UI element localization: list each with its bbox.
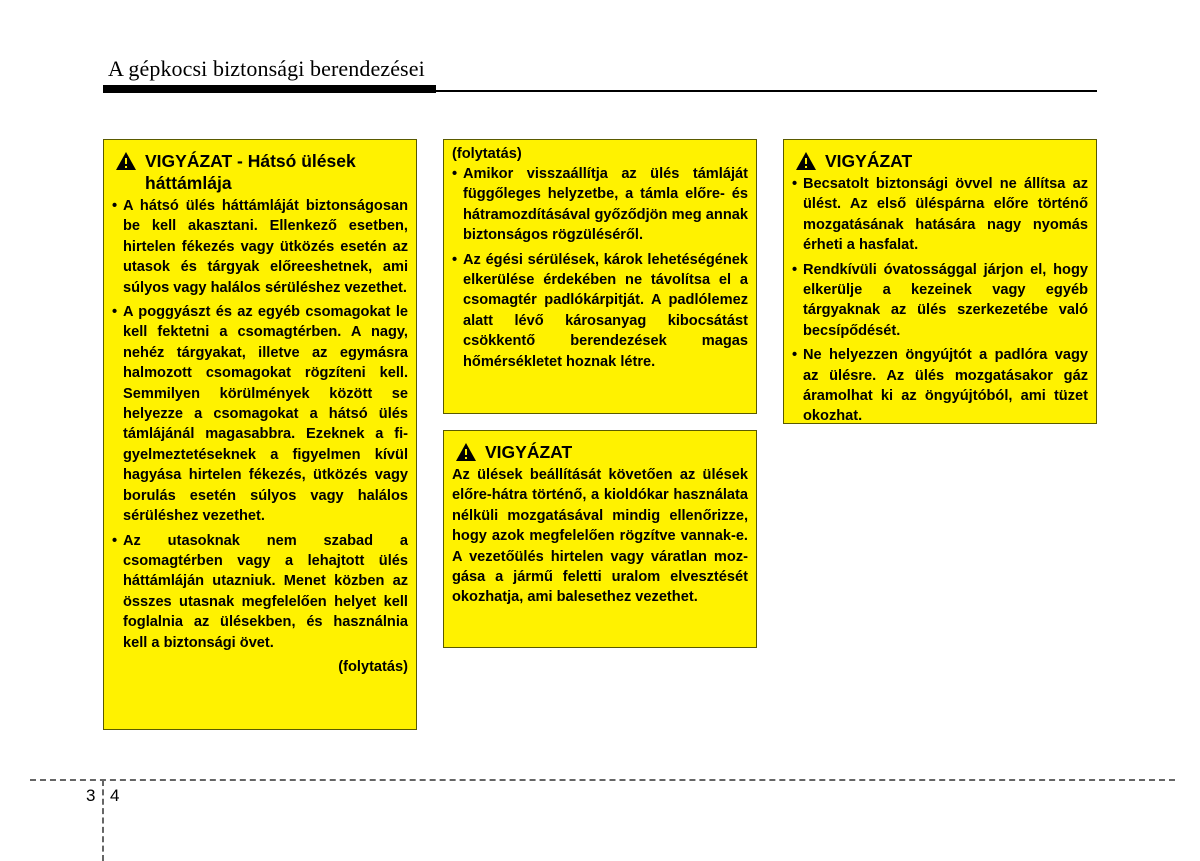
warning-heading: [792, 150, 1088, 172]
warning-heading: [452, 441, 748, 463]
warning-heading: [112, 150, 408, 194]
header-rule-thin: [436, 90, 1097, 92]
footer-divider: [30, 779, 1175, 781]
warning-box-seat-adjust: [443, 430, 757, 648]
warning-triangle-icon: [455, 442, 477, 462]
warning-paragraph: Az ülések beállítását követően az ülések előre-hátra történő, a kioldókar használata nélküli mozgatásával mindig ellenőrizze, hogy azok megfelelően rögzítve vannak-e. A vezetőülés hirtelen vagy váratlan mozgása a jármű feletti uralom elvesztését okozhatja, ami balesethez vezethet.: [452, 467, 748, 606]
warning-box-seatbelt: [783, 139, 1097, 424]
warning-triangle-icon: [795, 151, 817, 171]
chapter-number: 3: [86, 786, 96, 805]
warning-list: [792, 174, 1088, 427]
warning-triangle-icon: [115, 151, 137, 171]
list-item: • Az utasoknak nem szabad a csomagtérben vagy a lehajtott ülés háttámláján utazniuk. Menet közben az összes utasnak megfelelően helyet kell foglalnia az ülésekben, és használnia kell a biztonsági övet.: [112, 531, 408, 653]
list-item: • A poggyászt és az egyéb csomagokat le kell fektetni a csomagtérben. A nagy, nehéz tárgyakat, illetve az egymásra halmozott csomagokat rögzíteni kell. Semmilyen körülmények között se helyezze a csomagokat a hátsó ülés támlájánál magasabbra. Ezeknek a figyelmeztetéseknek a figyelmen kívül hagyása hirtelen fékezés, ütközés vagy borulás esetén súlyos vagy halálos sérüléshez vezethet.: [112, 302, 408, 526]
continued-list: [452, 164, 748, 372]
warning-heading-text: VIGYÁZAT - Hátsó ülések háttámlája: [145, 151, 356, 193]
list-item: • A hátsó ülés háttámláját biztonságosan be kell akasztani. Ellenkező esetben, hirtelen fékezés vagy ütközés esetén az utasok és tárgyak előreeshetnek, ami súlyos vagy halálos sérüléshez vezethet.: [112, 196, 408, 298]
continued-label: (folytatás): [452, 146, 522, 162]
page-number: 4: [110, 786, 120, 805]
list-item: • Becsatolt biztonsági övvel ne állítsa az ülést. Az első üléspárna előre történő mozgatásának hatására nagy nyomás érheti a hasfalat.: [792, 174, 1088, 256]
continued-label: (folytatás): [338, 658, 408, 675]
list-item: • Rendkívüli óvatossággal járjon el, hogy elkerülje a kezeinek vagy egyéb tárgyaknak az ülés szerkezetébe való becsípődését.: [792, 260, 1088, 342]
warning-list: [112, 196, 408, 653]
list-item: • Ne helyezzen öngyújtót a padlóra vagy az ülésre. Az ülés mozgatásakor gáz áramolhat ki az öngyújtóból, ami tüzet okozhat.: [792, 345, 1088, 427]
continued-box: [443, 139, 757, 414]
page-title: A gépkocsi biztonsági berendezései: [108, 56, 425, 81]
warning-heading-text: VIGYÁZAT: [485, 442, 573, 462]
footer-vertical-divider: [102, 780, 104, 861]
warning-box-rear-seatback: [103, 139, 417, 730]
warning-heading-text: VIGYÁZAT: [825, 151, 913, 171]
list-item: • Az égési sérülések, károk lehetéségének elkerülése érdekében ne távolítsa el a csomagtér padlókárpitját. A padlólemez alatt lévő károsanyag kibocsátást csökkentő berendezések magas hőmérsékletet hoznak létre.: [452, 250, 748, 372]
list-item: • Amikor visszaállítja az ülés támláját függőleges helyzetbe, a támla előre- és hátramozdításával győződjön meg annak biztonságos rögzüléséről.: [452, 164, 748, 246]
header-rule-thick: [103, 85, 436, 93]
